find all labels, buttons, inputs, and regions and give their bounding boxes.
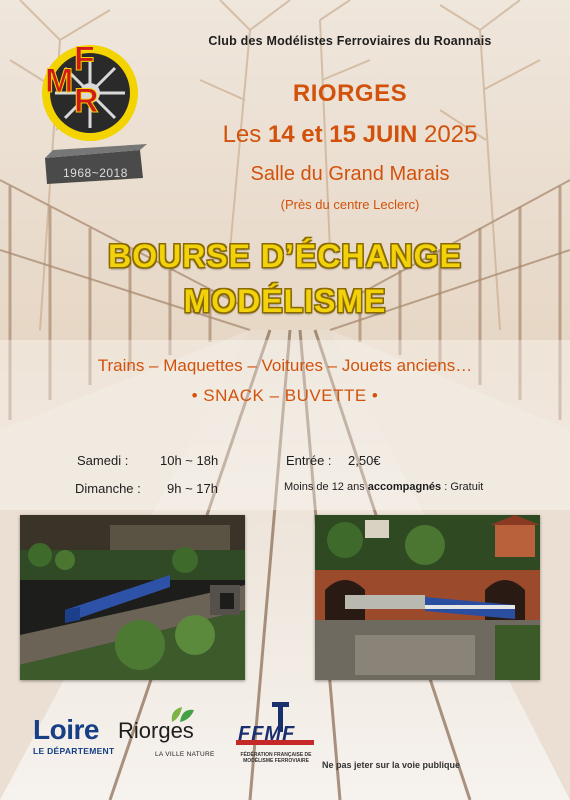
event-categories: Trains – Maquettes – Voitures – Jouets anciens… [97,356,473,375]
riorges-logo-subtitle: LA VILLE NATURE [155,751,215,758]
event-city: RIORGES [292,80,408,107]
logo-letter-r: R [74,82,99,120]
event-dates: Les 14 et 15 JUIN 2025 [222,121,478,148]
ffmf-logo-text: FFMF [238,723,296,745]
sunday-hours: 9h ~ 17h [167,481,218,496]
logo-letter-m: M [45,62,74,100]
photo-locomotive-arches-layout [315,515,540,680]
entry-label: Entrée : [286,453,332,468]
footer-note: Ne pas jeter sur la voie publique [322,760,461,770]
loire-logo-subtitle: LE DÉPARTEMENT [33,746,115,756]
event-venue: Salle du Grand Marais [250,163,450,185]
snack-bar: • SNACK – BUVETTE • [191,386,379,405]
event-title-line2: MODÉLISME [183,283,387,319]
photo-blue-train-layout [20,515,245,680]
saturday-hours: 10h ~ 18h [160,453,219,468]
event-title-line1: BOURSE D’ÉCHANGE [108,238,462,274]
logo-years: 1968~2018 [63,166,128,180]
ffmf-logo-subtitle: FÉDÉRATION FRANÇAISE DE MODÉLISME FERROVIAIRE [240,752,312,764]
logo-letter-f: F [74,40,95,78]
club-name: Club des Modélistes Ferroviaires du Roannais [208,34,492,48]
sunday-label: Dimanche : [75,481,141,496]
riorges-logo-text: Riorges [118,718,194,743]
child-price-note: Moins de 12 ans accompagnés : Gratuit [284,481,484,493]
entry-price: 2,50€ [348,453,381,468]
loire-logo-text: Loire [33,714,99,745]
saturday-label: Samedi : [77,453,129,468]
venue-note: (Près du centre Leclerc) [280,197,420,212]
